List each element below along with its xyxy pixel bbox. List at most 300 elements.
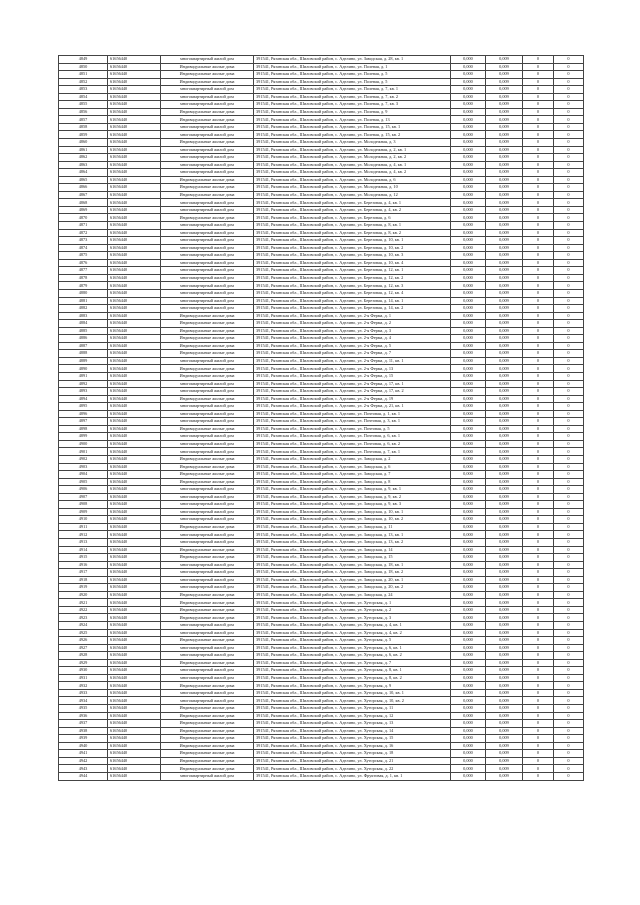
value-2-cell: 0,009 <box>486 720 523 728</box>
row-number-cell: 4916 <box>59 561 108 569</box>
value-2-cell: 0,009 <box>486 689 523 697</box>
value-3-cell: 0 <box>523 433 554 441</box>
row-number-cell: 4893 <box>59 388 108 396</box>
value-2-cell: 0,009 <box>486 433 523 441</box>
table-row <box>59 599 584 607</box>
value-3-cell: 0 <box>523 772 554 780</box>
value-4-cell: 0 <box>554 154 584 162</box>
value-2-cell: 0,009 <box>486 229 523 237</box>
value-2-cell: 0,009 <box>486 184 523 192</box>
code-cell: 61656440 <box>108 486 161 494</box>
value-4-cell: 0 <box>554 742 584 750</box>
row-number-cell: 4915 <box>59 554 108 562</box>
table-row <box>59 667 584 675</box>
value-3-cell: 0 <box>523 63 554 71</box>
value-4-cell: 0 <box>554 206 584 214</box>
table-row <box>59 742 584 750</box>
table-row <box>59 146 584 154</box>
row-number-cell: 4882 <box>59 305 108 313</box>
value-2-cell: 0,009 <box>486 705 523 713</box>
code-cell: 61656440 <box>108 697 161 705</box>
address-cell: 391541, Рязанская обл., Шиловский район, с. Аделино, ул. Хуторская, д. 11 <box>254 705 451 713</box>
value-1-cell: 0,000 <box>451 108 486 116</box>
address-cell: 391541, Рязанская обл., Шиловский район, с. Аделино, ул. Заводская, д. 11 <box>254 523 451 531</box>
code-cell: 61656440 <box>108 365 161 373</box>
value-2-cell: 0,009 <box>486 282 523 290</box>
value-4-cell: 0 <box>554 591 584 599</box>
data-sheet <box>58 55 583 781</box>
value-2-cell: 0,009 <box>486 508 523 516</box>
value-1-cell: 0,000 <box>451 501 486 509</box>
table-row <box>59 327 584 335</box>
value-2-cell: 0,009 <box>486 425 523 433</box>
building-type-cell: Индивидуальные жилые дома <box>161 750 254 758</box>
value-1-cell: 0,000 <box>451 554 486 562</box>
row-number-cell: 4901 <box>59 448 108 456</box>
value-1-cell: 0,000 <box>451 184 486 192</box>
building-type-cell: многоквартирный жилой дом <box>161 508 254 516</box>
value-3-cell: 0 <box>523 757 554 765</box>
value-2-cell: 0,009 <box>486 108 523 116</box>
value-2-cell: 0,009 <box>486 342 523 350</box>
address-cell: 391541, Рязанская обл., Шиловский район, с. Аделино, ул. Молодежная, д. 4, кв. 1 <box>254 161 451 169</box>
value-3-cell: 0 <box>523 750 554 758</box>
building-type-cell: многоквартирный жилой дом <box>161 448 254 456</box>
row-number-cell: 4941 <box>59 750 108 758</box>
value-1-cell: 0,000 <box>451 659 486 667</box>
value-4-cell: 0 <box>554 659 584 667</box>
value-3-cell: 0 <box>523 501 554 509</box>
address-cell: 391541, Рязанская обл., Шиловский район, с. Аделино, ул. Заводская, д. 8 <box>254 478 451 486</box>
table-row <box>59 305 584 313</box>
building-type-cell: Индивидуальные жилые дома <box>161 350 254 358</box>
building-type-cell: многоквартирный жилой дом <box>161 697 254 705</box>
value-3-cell: 0 <box>523 199 554 207</box>
value-2-cell: 0,009 <box>486 71 523 79</box>
value-1-cell: 0,000 <box>451 757 486 765</box>
row-number-cell: 4908 <box>59 501 108 509</box>
value-4-cell: 0 <box>554 705 584 713</box>
value-1-cell: 0,000 <box>451 199 486 207</box>
table-row <box>59 584 584 592</box>
value-2-cell: 0,009 <box>486 214 523 222</box>
row-number-cell: 4891 <box>59 372 108 380</box>
code-cell: 61656440 <box>108 395 161 403</box>
value-3-cell: 0 <box>523 667 554 675</box>
building-type-cell: многоквартирный жилой дом <box>161 403 254 411</box>
value-1-cell: 0,000 <box>451 365 486 373</box>
row-number-cell: 4860 <box>59 139 108 147</box>
value-1-cell: 0,000 <box>451 546 486 554</box>
value-2-cell: 0,009 <box>486 712 523 720</box>
address-cell: 391541, Рязанская обл., Шиловский район, с. Аделино, ул. Заводская, д. 7 <box>254 471 451 479</box>
address-cell: 391541, Рязанская обл., Шиловский район, с. Аделино, ул. Хуторская, д. 5 <box>254 637 451 645</box>
code-cell: 61656440 <box>108 712 161 720</box>
value-3-cell: 0 <box>523 599 554 607</box>
value-4-cell: 0 <box>554 139 584 147</box>
code-cell: 61656440 <box>108 554 161 562</box>
address-cell: 391541, Рязанская обл., Шиловский район, с. Аделино, ул. Заводская, д. 15 <box>254 554 451 562</box>
code-cell: 61656440 <box>108 720 161 728</box>
value-1-cell: 0,000 <box>451 237 486 245</box>
table-row <box>59 252 584 260</box>
table-row <box>59 629 584 637</box>
row-number-cell: 4864 <box>59 169 108 177</box>
value-3-cell: 0 <box>523 86 554 94</box>
table-row <box>59 380 584 388</box>
address-cell: 391541, Рязанская обл., Шиловский район, с. Аделино, ул. Хуторская, д. 8, кв. 1 <box>254 667 451 675</box>
value-3-cell: 0 <box>523 108 554 116</box>
value-4-cell: 0 <box>554 282 584 290</box>
value-1-cell: 0,000 <box>451 274 486 282</box>
value-1-cell: 0,000 <box>451 448 486 456</box>
address-cell: 391541, Рязанская обл., Шиловский район, с. Аделино, ул. 2-я Ферма, д. 2 <box>254 320 451 328</box>
value-1-cell: 0,000 <box>451 637 486 645</box>
address-cell: 391541, Рязанская обл., Шиловский район, с. Аделино, ул. Березовая, д. 8, кв. 2 <box>254 229 451 237</box>
address-cell: 391541, Рязанская обл., Шиловский район, с. Аделино, ул. Молодежная, д. 2, кв. 1 <box>254 146 451 154</box>
row-number-cell: 4884 <box>59 320 108 328</box>
value-4-cell: 0 <box>554 191 584 199</box>
value-4-cell: 0 <box>554 93 584 101</box>
table-row <box>59 372 584 380</box>
building-type-cell: многоквартирный жилой дом <box>161 418 254 426</box>
value-2-cell: 0,009 <box>486 622 523 630</box>
value-1-cell: 0,000 <box>451 101 486 109</box>
address-cell: 391541, Рязанская обл., Шиловский район, с. Аделино, ул. Хуторская, д. 9 <box>254 682 451 690</box>
address-cell: 391541, Рязанская обл., Шиловский район, с. Аделино, ул. 2-я Ферма, д. 3 <box>254 327 451 335</box>
table-row <box>59 357 584 365</box>
address-cell: 391541, Рязанская обл., Шиловский район, с. Аделино, ул. Почтовая, д. 3, кв. 1 <box>254 418 451 426</box>
value-4-cell: 0 <box>554 63 584 71</box>
value-4-cell: 0 <box>554 267 584 275</box>
address-cell: 391541, Рязанская обл., Шиловский район, с. Аделино, ул. Полевая, д. 7, кв. 1 <box>254 86 451 94</box>
code-cell: 61656440 <box>108 508 161 516</box>
value-2-cell: 0,009 <box>486 742 523 750</box>
building-type-cell: многоквартирный жилой дом <box>161 297 254 305</box>
address-cell: 391541, Рязанская обл., Шиловский район, с. Аделино, ул. Заводская, д. 18, кв. 2 <box>254 569 451 577</box>
value-1-cell: 0,000 <box>451 372 486 380</box>
value-1-cell: 0,000 <box>451 395 486 403</box>
value-3-cell: 0 <box>523 727 554 735</box>
code-cell: 61656440 <box>108 674 161 682</box>
address-cell: 391541, Рязанская обл., Шиловский район, с. Аделино, ул. Почтовая, д. 5 <box>254 425 451 433</box>
address-cell: 391541, Рязанская обл., Шиловский район, с. Аделино, ул. Хуторская, д. 4, кв. 2 <box>254 629 451 637</box>
value-3-cell: 0 <box>523 78 554 86</box>
value-3-cell: 0 <box>523 523 554 531</box>
value-3-cell: 0 <box>523 486 554 494</box>
value-2-cell: 0,009 <box>486 750 523 758</box>
table-row <box>59 388 584 396</box>
value-1-cell: 0,000 <box>451 327 486 335</box>
value-3-cell: 0 <box>523 531 554 539</box>
value-1-cell: 0,000 <box>451 720 486 728</box>
building-type-cell: многоквартирный жилой дом <box>161 252 254 260</box>
row-number-cell: 4918 <box>59 576 108 584</box>
value-2-cell: 0,009 <box>486 614 523 622</box>
code-cell: 61656440 <box>108 372 161 380</box>
value-1-cell: 0,000 <box>451 433 486 441</box>
value-4-cell: 0 <box>554 493 584 501</box>
value-4-cell: 0 <box>554 478 584 486</box>
code-cell: 61656440 <box>108 637 161 645</box>
value-2-cell: 0,009 <box>486 501 523 509</box>
address-cell: 391541, Рязанская обл., Шиловский район, с. Аделино, ул. Заводская, д. 20, кв. 2 <box>254 584 451 592</box>
address-cell: 391541, Рязанская обл., Шиловский район, с. Аделино, ул. Заводская, д. 13, кв. 2 <box>254 539 451 547</box>
value-1-cell: 0,000 <box>451 569 486 577</box>
code-cell: 61656440 <box>108 86 161 94</box>
address-cell: 391541, Рязанская обл., Шиловский район, с. Аделино, ул. Заводская, д. 6 <box>254 463 451 471</box>
table-row <box>59 727 584 735</box>
building-type-cell: многоквартирный жилой дом <box>161 131 254 139</box>
table-row <box>59 297 584 305</box>
value-1-cell: 0,000 <box>451 606 486 614</box>
value-2-cell: 0,009 <box>486 365 523 373</box>
building-type-cell: Индивидуальные жилые дома <box>161 478 254 486</box>
table-row <box>59 176 584 184</box>
value-3-cell: 0 <box>523 388 554 396</box>
value-4-cell: 0 <box>554 199 584 207</box>
building-type-cell: многоквартирный жилой дом <box>161 501 254 509</box>
value-1-cell: 0,000 <box>451 508 486 516</box>
row-number-cell: 4904 <box>59 471 108 479</box>
building-type-cell: Индивидуальные жилые дома <box>161 606 254 614</box>
building-type-cell: Индивидуальные жилые дома <box>161 712 254 720</box>
value-3-cell: 0 <box>523 395 554 403</box>
value-3-cell: 0 <box>523 539 554 547</box>
code-cell: 61656440 <box>108 123 161 131</box>
value-4-cell: 0 <box>554 531 584 539</box>
value-3-cell: 0 <box>523 410 554 418</box>
value-1-cell: 0,000 <box>451 418 486 426</box>
value-4-cell: 0 <box>554 644 584 652</box>
value-3-cell: 0 <box>523 712 554 720</box>
code-cell: 61656440 <box>108 63 161 71</box>
value-2-cell: 0,009 <box>486 289 523 297</box>
value-2-cell: 0,009 <box>486 644 523 652</box>
value-2-cell: 0,009 <box>486 86 523 94</box>
table-row <box>59 622 584 630</box>
value-2-cell: 0,009 <box>486 312 523 320</box>
value-4-cell: 0 <box>554 727 584 735</box>
table-row <box>59 433 584 441</box>
address-cell: 391541, Рязанская обл., Шиловский район, с. Аделино, ул. 2-я Ферма, д. 21, кв. 1 <box>254 403 451 411</box>
row-number-cell: 4903 <box>59 463 108 471</box>
code-cell: 61656440 <box>108 569 161 577</box>
value-3-cell: 0 <box>523 131 554 139</box>
value-4-cell: 0 <box>554 448 584 456</box>
row-number-cell: 4922 <box>59 606 108 614</box>
value-2-cell: 0,009 <box>486 327 523 335</box>
code-cell: 61656440 <box>108 433 161 441</box>
address-cell: 391541, Рязанская обл., Шиловский район, с. Аделино, ул. 2-я Ферма, д. 4 <box>254 335 451 343</box>
value-4-cell: 0 <box>554 214 584 222</box>
value-2-cell: 0,009 <box>486 388 523 396</box>
value-3-cell: 0 <box>523 237 554 245</box>
table-row <box>59 56 584 64</box>
value-4-cell: 0 <box>554 629 584 637</box>
table-row <box>59 561 584 569</box>
building-type-cell: многоквартирный жилой дом <box>161 93 254 101</box>
value-3-cell: 0 <box>523 176 554 184</box>
code-cell: 61656440 <box>108 742 161 750</box>
value-3-cell: 0 <box>523 614 554 622</box>
code-cell: 61656440 <box>108 629 161 637</box>
value-2-cell: 0,009 <box>486 546 523 554</box>
value-1-cell: 0,000 <box>451 735 486 743</box>
building-type-cell: многоквартирный жилой дом <box>161 237 254 245</box>
value-4-cell: 0 <box>554 539 584 547</box>
building-type-cell: Индивидуальные жилые дома <box>161 342 254 350</box>
value-4-cell: 0 <box>554 380 584 388</box>
code-cell: 61656440 <box>108 471 161 479</box>
row-number-cell: 4870 <box>59 214 108 222</box>
value-2-cell: 0,009 <box>486 599 523 607</box>
value-4-cell: 0 <box>554 576 584 584</box>
table-row <box>59 440 584 448</box>
value-3-cell: 0 <box>523 735 554 743</box>
value-1-cell: 0,000 <box>451 772 486 780</box>
row-number-cell: 4944 <box>59 772 108 780</box>
building-type-cell: Индивидуальные жилые дома <box>161 139 254 147</box>
table-row <box>59 659 584 667</box>
value-1-cell: 0,000 <box>451 652 486 660</box>
code-cell: 61656440 <box>108 184 161 192</box>
value-4-cell: 0 <box>554 395 584 403</box>
value-2-cell: 0,009 <box>486 727 523 735</box>
building-type-cell: многоквартирный жилой дом <box>161 486 254 494</box>
table-row <box>59 222 584 230</box>
row-number-cell: 4871 <box>59 222 108 230</box>
value-4-cell: 0 <box>554 614 584 622</box>
row-number-cell: 4888 <box>59 350 108 358</box>
code-cell: 61656440 <box>108 561 161 569</box>
table-row <box>59 531 584 539</box>
row-number-cell: 4878 <box>59 274 108 282</box>
table-row <box>59 169 584 177</box>
address-cell: 391541, Рязанская обл., Шиловский район, с. Аделино, ул. Заводская, д. 2 <box>254 455 451 463</box>
code-cell: 61656440 <box>108 116 161 124</box>
code-cell: 61656440 <box>108 320 161 328</box>
row-number-cell: 4924 <box>59 622 108 630</box>
row-number-cell: 4906 <box>59 486 108 494</box>
value-1-cell: 0,000 <box>451 440 486 448</box>
value-1-cell: 0,000 <box>451 622 486 630</box>
code-cell: 61656440 <box>108 448 161 456</box>
building-type-cell: многоквартирный жилой дом <box>161 305 254 313</box>
row-number-cell: 4877 <box>59 267 108 275</box>
value-3-cell: 0 <box>523 705 554 713</box>
value-1-cell: 0,000 <box>451 576 486 584</box>
code-cell: 61656440 <box>108 244 161 252</box>
address-cell: 391541, Рязанская обл., Шиловский район, с. Аделино, ул. 2-я Ферма, д. 17, кв. 2 <box>254 388 451 396</box>
code-cell: 61656440 <box>108 659 161 667</box>
value-2-cell: 0,009 <box>486 463 523 471</box>
code-cell: 61656440 <box>108 614 161 622</box>
value-4-cell: 0 <box>554 101 584 109</box>
building-type-cell: многоквартирный жилой дом <box>161 561 254 569</box>
code-cell: 61656440 <box>108 357 161 365</box>
row-number-cell: 4890 <box>59 365 108 373</box>
row-number-cell: 4899 <box>59 433 108 441</box>
value-4-cell: 0 <box>554 508 584 516</box>
value-1-cell: 0,000 <box>451 410 486 418</box>
row-number-cell: 4873 <box>59 237 108 245</box>
building-type-cell: Индивидуальные жилые дома <box>161 765 254 773</box>
table-row <box>59 689 584 697</box>
row-number-cell: 4895 <box>59 403 108 411</box>
address-cell: 391541, Рязанская обл., Шиловский район, с. Аделино, ул. Молодежная, д. 4, кв. 2 <box>254 169 451 177</box>
value-4-cell: 0 <box>554 674 584 682</box>
value-4-cell: 0 <box>554 56 584 64</box>
row-number-cell: 4929 <box>59 659 108 667</box>
value-4-cell: 0 <box>554 176 584 184</box>
building-type-cell: Индивидуальные жилые дома <box>161 191 254 199</box>
code-cell: 61656440 <box>108 652 161 660</box>
code-cell: 61656440 <box>108 425 161 433</box>
table-row <box>59 720 584 728</box>
value-4-cell: 0 <box>554 606 584 614</box>
row-number-cell: 4925 <box>59 629 108 637</box>
row-number-cell: 4851 <box>59 71 108 79</box>
value-1-cell: 0,000 <box>451 614 486 622</box>
code-cell: 61656440 <box>108 546 161 554</box>
building-type-cell: многоквартирный жилой дом <box>161 644 254 652</box>
building-type-cell: многоквартирный жилой дом <box>161 206 254 214</box>
value-3-cell: 0 <box>523 327 554 335</box>
value-1-cell: 0,000 <box>451 531 486 539</box>
value-1-cell: 0,000 <box>451 289 486 297</box>
value-3-cell: 0 <box>523 448 554 456</box>
value-1-cell: 0,000 <box>451 403 486 411</box>
address-cell: 391541, Рязанская обл., Шиловский район, с. Аделино, ул. Почтовая, д. 7, кв. 1 <box>254 448 451 456</box>
value-2-cell: 0,009 <box>486 123 523 131</box>
row-number-cell: 4926 <box>59 637 108 645</box>
table-row <box>59 71 584 79</box>
table-row <box>59 637 584 645</box>
value-3-cell: 0 <box>523 554 554 562</box>
value-4-cell: 0 <box>554 71 584 79</box>
value-4-cell: 0 <box>554 425 584 433</box>
building-type-cell: многоквартирный жилой дом <box>161 229 254 237</box>
value-1-cell: 0,000 <box>451 727 486 735</box>
value-3-cell: 0 <box>523 682 554 690</box>
building-type-cell: многоквартирный жилой дом <box>161 440 254 448</box>
value-4-cell: 0 <box>554 561 584 569</box>
row-number-cell: 4866 <box>59 184 108 192</box>
value-3-cell: 0 <box>523 471 554 479</box>
code-cell: 61656440 <box>108 71 161 79</box>
address-cell: 391541, Рязанская обл., Шиловский район, с. Аделино, ул. Полевая, д. 13 <box>254 116 451 124</box>
row-number-cell: 4862 <box>59 154 108 162</box>
row-number-cell: 4905 <box>59 478 108 486</box>
code-cell: 61656440 <box>108 289 161 297</box>
table-row <box>59 486 584 494</box>
value-4-cell: 0 <box>554 554 584 562</box>
value-3-cell: 0 <box>523 561 554 569</box>
value-4-cell: 0 <box>554 486 584 494</box>
table-body <box>59 56 584 781</box>
value-1-cell: 0,000 <box>451 644 486 652</box>
address-cell: 391541, Рязанская обл., Шиловский район, с. Аделино, ул. Березовая, д. 6 <box>254 214 451 222</box>
value-4-cell: 0 <box>554 123 584 131</box>
code-cell: 61656440 <box>108 161 161 169</box>
value-1-cell: 0,000 <box>451 229 486 237</box>
table-row <box>59 123 584 131</box>
value-1-cell: 0,000 <box>451 629 486 637</box>
row-number-cell: 4875 <box>59 252 108 260</box>
code-cell: 61656440 <box>108 493 161 501</box>
row-number-cell: 4935 <box>59 705 108 713</box>
